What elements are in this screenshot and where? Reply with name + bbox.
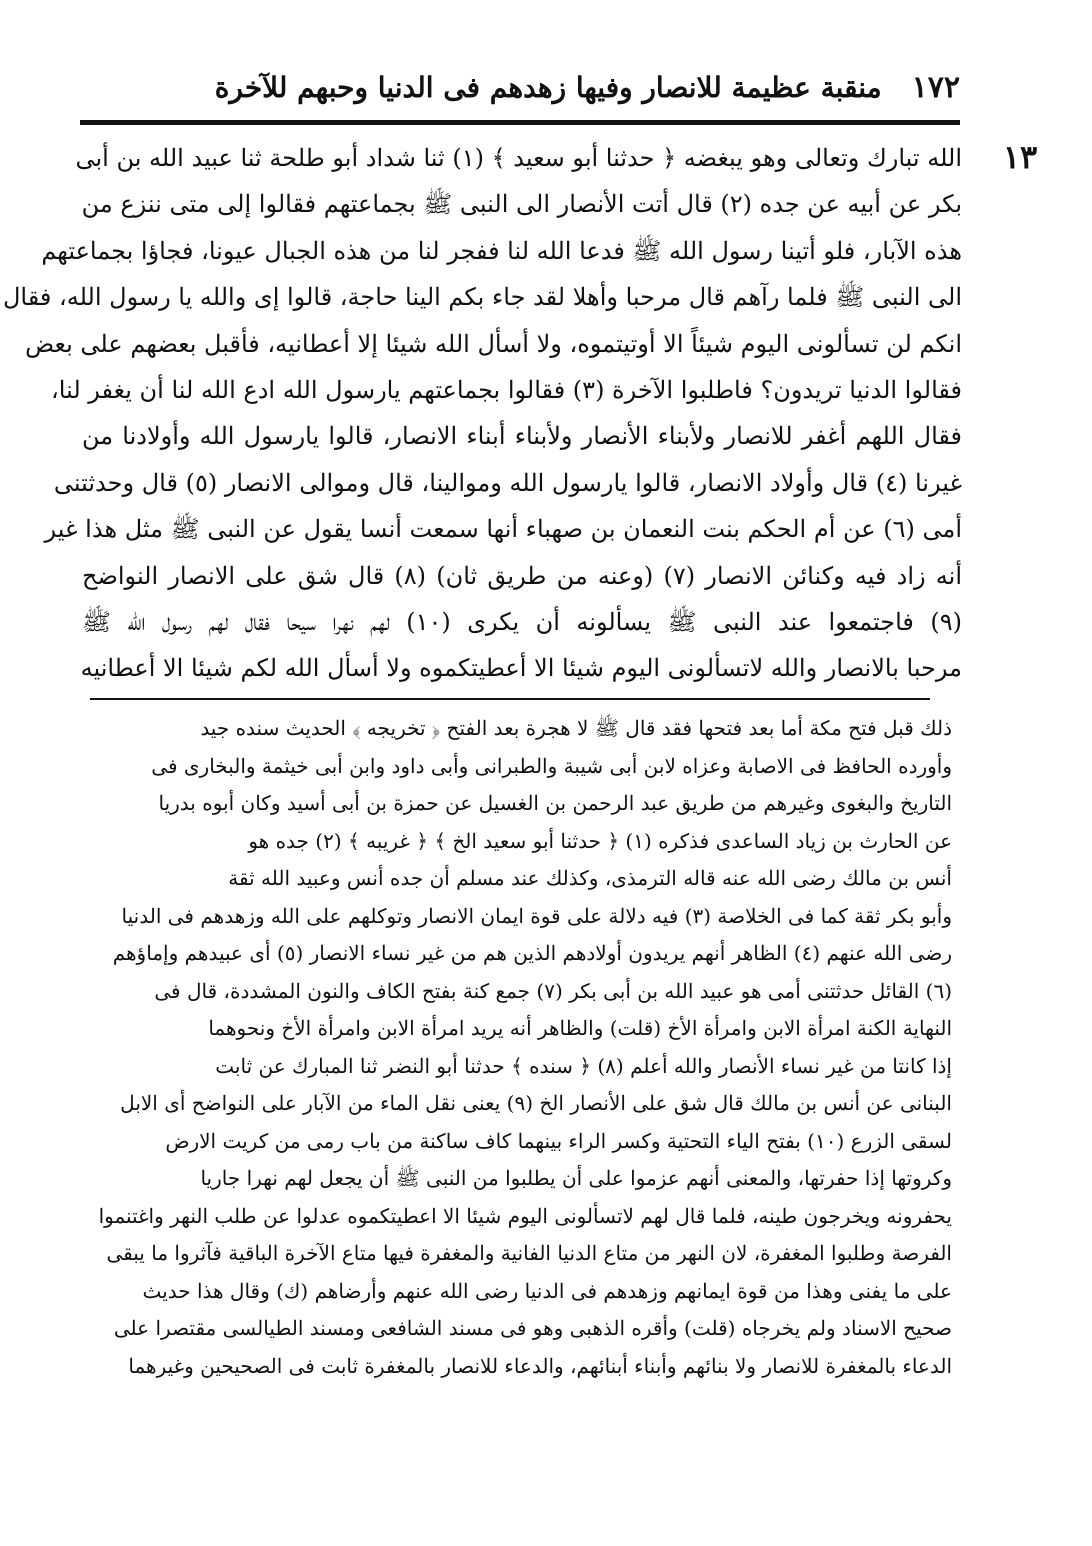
hadith-number: ١٣ [1002, 138, 1038, 176]
commentary-line: البنانى عن أنس بن مالك قال شق على الأنصار الخ (٩) يعنى نقل الماء من الآبار على النواضح أى الابل [120, 1091, 952, 1115]
main-text-line: الله تبارك وتعالى وهو يبغضه ﴿ حدثنا أبو سعيد ﴾ (١) ثنا شداد أبو طلحة ثنا عبيد الله بن أبى [75, 144, 962, 172]
main-text-line: (٩) فاجتمعوا عند النبى ﷺ يسألونه أن يكرى (١٠) لهم نهرا سيحا فقال لهم رسول الله ﷺ [82, 608, 962, 637]
commentary-line: النهاية الكنة امرأة الابن وامرأة الأخ (قلت) والظاهر أنه يريد امرأة الابن وامرأة الأخ ونحوهما [208, 1016, 952, 1040]
main-text [2, 135, 962, 693]
main-text-line: هذه الآبار، فلو أتينا رسول الله ﷺ فدعا الله لنا ففجر لنا من هذه الجبال عيونا، فجاؤا بجماعتهم [41, 236, 962, 265]
main-text-line: غيرنا (٤) قال وأولاد الانصار، قالوا يارسول الله وموالينا، قال وموالى الانصار (٥) قال وحدثتنى [53, 468, 962, 497]
main-text-line: فقالوا الدنيا تريدون؟ فاطلبوا الآخرة (٣) فقالوا بجماعتهم يارسول الله ادع الله لنا أن يغفر لنا، [51, 376, 962, 405]
commentary-line: يحفرونه ويخرجون طينه، فلما قال لهم لاتسألونى اليوم شيئا الا اعطيتكموه عدلوا عن طلب النهر واغتنموا [98, 1203, 952, 1228]
commentary-line: ذلك قبل فتح مكة أما بعد فتحها فقد قال ﷺ لا هجرة بعد الفتح ﴿ تخريجه ﴾ الحديث سنده جيد [200, 716, 952, 740]
commentary-line: عن الحارث بن زياد الساعدى فذكره (١) ﴿ حدثنا أبو سعيد الخ ﴾ ﴿ غريبه ﴾ (٢) جده هو [248, 828, 952, 853]
main-text-line: أنه زاد فيه وكنائن الانصار (٧) (وعنه من طريق ثان) (٨) قال شق على الانصار النواضح [82, 561, 962, 590]
main-text-line: مرحبا بالانصار والله لاتسألونى اليوم شيئا الا أعطيتكموه ولا أسأل الله لكم شيئا الا أعطانيه [80, 654, 962, 683]
commentary-line: إذا كانتا من غير نساء الأنصار والله أعلم (٨) ﴿ سنده ﴾ حدثنا أبو النضر ثنا المبارك عن ثابت [215, 1053, 952, 1078]
main-text-line: فقال اللهم أغفر للانصار ولأبناء الأنصار ولأبناء أبناء الانصار، قالوا يارسول الله وأولادنا من [82, 422, 962, 451]
commentary-line: صحيح الاسناد ولم يخرجاه (قلت) وأقره الذهبى وهو فى مسند الشافعى ومسند الطيالسى مقتصرا على [113, 1316, 952, 1340]
commentary-footnotes [82, 710, 952, 1470]
footnote-separator [90, 698, 930, 700]
commentary-line: وأورده الحافظ فى الاصابة وعزاه لابن أبى شيبة والطبرانى وأبى داود وابن أبى خيثمة والبخارى فى [151, 753, 952, 778]
main-text-line: انكم لن تسألونى اليوم شيئاً الا أوتيتموه، ولا أسأل الله شيئا إلا أعطانيه، فأقبل بعضهم على بعض [25, 329, 962, 358]
commentary-line: وكروتها إذا حفرتها، والمعنى أنهم عزموا على أن يطلبوا من النبى ﷺ أن يجعل لهم نهرا جاريا [200, 1166, 952, 1190]
commentary-line: على ما يفنى وهذا من قوة ايمانهم وزهدهم فى الدنيا رضى الله عنهم وأرضاهم (ك) وقال هذا حديث [142, 1278, 952, 1303]
page-header [150, 62, 960, 112]
main-text-line: بكر عن أبيه عن جده (٢) قال أتت الأنصار الى النبى ﷺ بجماعتهم فقالوا إلى متى ننزع من [81, 190, 962, 219]
commentary-line: الفرصة وطلبوا المغفرة، لان النهر من متاع الدنيا الفانية والمغفرة فيها متاع الآخرة الباقية فآثروا ما يبقى [106, 1241, 952, 1265]
commentary-line: (٦) القائل حدثتنى أمى هو عبيد الله بن أبى بكر (٧) جمع كنة بفتح الكاف والنون المشددة، قال فى [154, 978, 952, 1003]
main-text-line: الى النبى ﷺ فلما رآهم قال مرحبا وأهلا لقد جاء بكم الينا حاجة، قالوا إى والله يا رسول الله، فقال [2, 283, 962, 312]
header-rule [80, 120, 960, 125]
commentary-line: أنس بن مالك رضى الله عنه قاله الترمذى، وكذلك عند مسلم أن جده أنس وعبيد الله ثقة [228, 866, 952, 890]
commentary-line: الدعاء بالمغفرة للانصار ولا بنائهم وأبناء أبنائهم، والدعاء للانصار بالمغفرة ثابت فى الصحيحين وغيرهما [128, 1353, 952, 1378]
commentary-line: لسقى الزرع (١٠) بفتح الياء التحتية وكسر الراء بينهما كاف ساكنة من باب رمى من كريت الارض [165, 1128, 952, 1153]
main-text-line: أمى (٦) عن أم الحكم بنت النعمان بن صهباء أنها سمعت أنسا يقول عن النبى ﷺ مثل هذا غير [44, 515, 962, 544]
page-number: ١٧٢ [911, 69, 960, 105]
commentary-line: وأبو بكر ثقة كما فى الخلاصة (٣) فيه دلالة على قوة ايمان الانصار وتوكلهم على الله وزهدهم فى الدنيا [121, 903, 952, 928]
commentary-line: رضى الله عنهم (٤) الظاهر أنهم يريدون أولادهم الذين هم من غير نساء الانصار (٥) أى عبيدهم وإماؤهم [112, 941, 952, 965]
commentary-line: التاريخ والبغوى وغيرهم من طريق عبد الرحمن بن الغسيل عن حمزة بن أبى أسيد وكان أبوه بدريا [158, 791, 952, 815]
running-title: منقبة عظيمة للانصار وفيها زهدهم فى الدنيا وحبهم للآخرة [214, 70, 882, 104]
